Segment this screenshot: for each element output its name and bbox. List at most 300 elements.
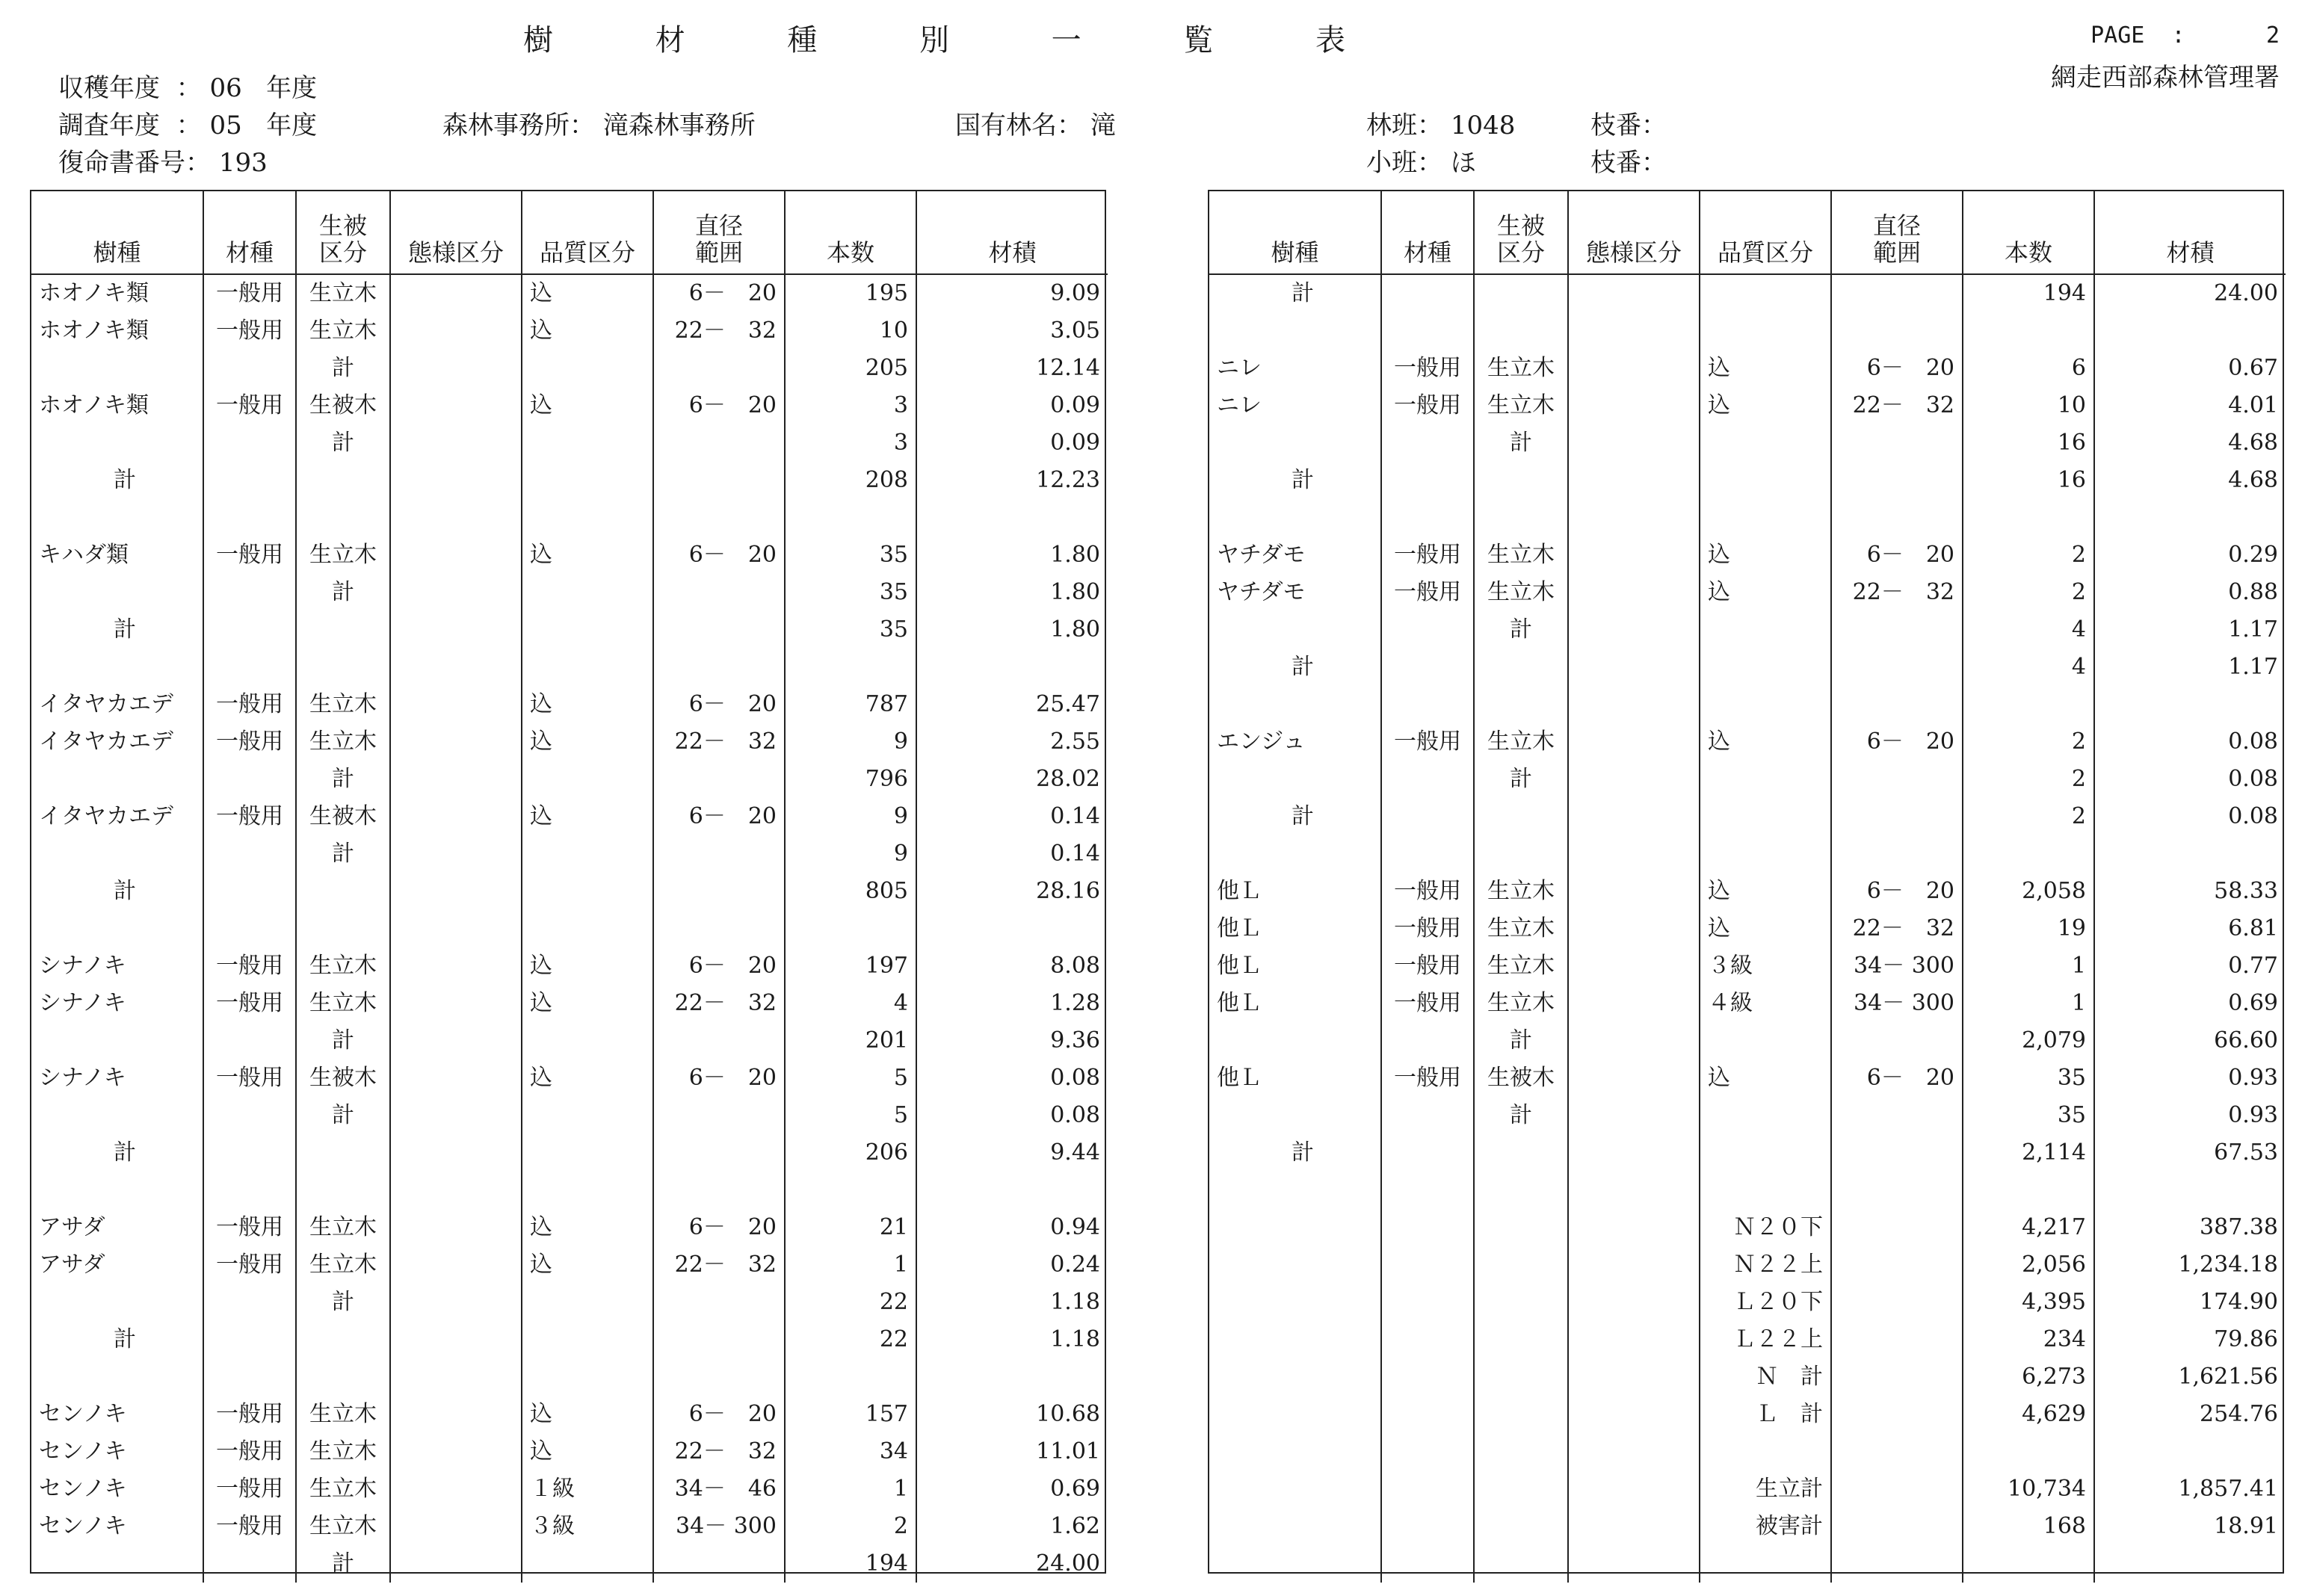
manner-cell (1568, 424, 1700, 462)
quality-cell (522, 910, 653, 947)
species-cell: 計 (1292, 280, 1314, 306)
diameter-cell (1831, 1358, 1963, 1396)
quality-cell: 込 (522, 387, 653, 424)
table-row (1209, 274, 2286, 312)
count-cell: 4 (1963, 611, 2094, 649)
column-header: 材種 (203, 191, 296, 274)
count-cell (785, 649, 916, 686)
material-cell (203, 1358, 296, 1396)
class-cell: 生被木 (296, 798, 390, 835)
count-cell: 35 (785, 574, 916, 611)
count-cell: 35 (1963, 1060, 2094, 1097)
count-cell: 4 (1963, 649, 2094, 686)
count-cell: 2 (1963, 723, 2094, 761)
material-cell (1381, 1358, 1474, 1396)
manner-cell (1568, 649, 1700, 686)
species-cell (1209, 761, 1381, 798)
table-row (31, 947, 1108, 985)
species-cell: ホオノキ類 (39, 318, 149, 344)
quality-cell (1700, 274, 1831, 312)
column-header: 材積 (916, 191, 1108, 274)
material-cell (1381, 312, 1474, 350)
species-cell (1209, 1396, 1381, 1433)
manner-cell (390, 274, 522, 312)
manner-cell (1568, 1321, 1700, 1358)
class-cell: 計 (296, 574, 390, 611)
volume-cell: 1,857.41 (2094, 1470, 2286, 1508)
count-cell: 234 (1963, 1321, 2094, 1358)
quality-cell (522, 1321, 653, 1358)
species-cell (31, 1172, 203, 1209)
count-cell: 4 (785, 985, 916, 1022)
count-cell: 1 (785, 1246, 916, 1284)
material-cell (1381, 462, 1474, 499)
quality-cell (522, 1172, 653, 1209)
manner-cell (1568, 1470, 1700, 1508)
species-cell: アサダ (39, 1252, 105, 1278)
quality-cell (1700, 462, 1831, 499)
material-cell (1381, 1545, 1474, 1583)
quality-cell: 込 (1700, 350, 1831, 387)
table-row (31, 1508, 1108, 1545)
manner-cell (390, 1246, 522, 1284)
quality-cell (522, 611, 653, 649)
column-header: 直径 範囲 (1831, 191, 1963, 274)
species-cell: 他Ｌ (1217, 953, 1262, 979)
material-cell (203, 1545, 296, 1583)
quality-cell (1700, 686, 1831, 723)
table-row (1209, 985, 2286, 1022)
count-cell (1963, 1433, 2094, 1470)
manner-cell (1568, 1209, 1700, 1246)
material-cell (1381, 798, 1474, 835)
manner-cell (1568, 274, 1700, 312)
count-cell: 35 (1963, 1097, 2094, 1134)
material-cell (1381, 649, 1474, 686)
volume-cell (2094, 835, 2286, 873)
manner-cell (390, 611, 522, 649)
manner-cell (390, 1545, 522, 1583)
quality-cell (1700, 1134, 1831, 1172)
column-header: 本数 (785, 191, 916, 274)
count-cell: 6 (1963, 350, 2094, 387)
species-cell (1209, 835, 1381, 873)
class-cell (1474, 1358, 1568, 1396)
manner-cell (1568, 1246, 1700, 1284)
volume-cell: 0.08 (2094, 798, 2286, 835)
volume-cell: 24.00 (2094, 274, 2286, 312)
class-cell (1474, 1396, 1568, 1433)
count-cell: 5 (785, 1097, 916, 1134)
diameter-cell (653, 611, 785, 649)
manner-cell (390, 1060, 522, 1097)
table-row (1209, 723, 2286, 761)
quality-cell (1700, 1022, 1831, 1060)
table-row (1209, 686, 2286, 723)
class-cell: 生立木 (1474, 873, 1568, 910)
table-row (1209, 910, 2286, 947)
quality-cell: 込 (522, 274, 653, 312)
quality-cell: 込 (522, 1396, 653, 1433)
class-cell (1474, 462, 1568, 499)
manner-cell (390, 798, 522, 835)
table-row (31, 1545, 1108, 1583)
diameter-cell: 6－ 20 (653, 686, 785, 723)
diameter-cell (1831, 1508, 1963, 1545)
quality-cell (522, 1358, 653, 1396)
volume-cell: 11.01 (916, 1433, 1108, 1470)
class-cell (1474, 499, 1568, 536)
table-row (31, 873, 1108, 910)
count-cell: 4,395 (1963, 1284, 2094, 1321)
class-cell (296, 611, 390, 649)
class-cell: 計 (1474, 761, 1568, 798)
class-cell: 生立木 (1474, 947, 1568, 985)
count-cell (1963, 1172, 2094, 1209)
table-row (1209, 574, 2286, 611)
quality-cell (1700, 1172, 1831, 1209)
manner-cell (1568, 910, 1700, 947)
diameter-cell: 6－ 20 (653, 1060, 785, 1097)
material-cell: 一般用 (1381, 910, 1474, 947)
manner-cell (1568, 761, 1700, 798)
volume-cell: 28.02 (916, 761, 1108, 798)
count-cell: 201 (785, 1022, 916, 1060)
quality-cell: ３級 (1700, 947, 1831, 985)
table-row (1209, 1284, 2286, 1321)
manner-cell (1568, 798, 1700, 835)
survey-year: 調査年度 ： 05 年度 (58, 111, 318, 140)
species-cell (1209, 1508, 1381, 1545)
table-row (31, 424, 1108, 462)
diameter-cell (653, 910, 785, 947)
class-cell: 生立木 (296, 947, 390, 985)
material-cell (1381, 1470, 1474, 1508)
material-cell: 一般用 (203, 312, 296, 350)
volume-cell (916, 649, 1108, 686)
diameter-cell: 6－ 20 (1831, 723, 1963, 761)
table-row (1209, 1358, 2286, 1396)
table-row (31, 985, 1108, 1022)
material-cell: 一般用 (203, 1246, 296, 1284)
volume-cell: 0.14 (916, 798, 1108, 835)
manner-cell (1568, 1134, 1700, 1172)
count-cell (785, 910, 916, 947)
manner-cell (1568, 985, 1700, 1022)
class-cell: 計 (1474, 1097, 1568, 1134)
count-cell: 208 (785, 462, 916, 499)
manner-cell (390, 312, 522, 350)
table-row (31, 686, 1108, 723)
table-row (31, 1321, 1108, 1358)
diameter-cell: 6－ 20 (653, 387, 785, 424)
volume-cell: 174.90 (2094, 1284, 2286, 1321)
material-cell: 一般用 (203, 1209, 296, 1246)
volume-cell: 18.91 (2094, 1508, 2286, 1545)
count-cell: 35 (785, 536, 916, 574)
species-cell: 計 (114, 1326, 136, 1352)
count-cell: 194 (785, 1545, 916, 1583)
table-row (31, 761, 1108, 798)
count-cell: 10 (1963, 387, 2094, 424)
material-cell (1381, 1396, 1474, 1433)
column-header: 材種 (1381, 191, 1474, 274)
class-cell: 計 (296, 761, 390, 798)
species-cell (1209, 1097, 1381, 1134)
species-cell (31, 761, 203, 798)
quality-cell (522, 1134, 653, 1172)
diameter-cell (1831, 424, 1963, 462)
material-cell (1381, 1209, 1474, 1246)
column-header: 態様区分 (390, 191, 522, 274)
quality-cell (522, 574, 653, 611)
manner-cell (1568, 1097, 1700, 1134)
count-cell: 10 (785, 312, 916, 350)
table-row (1209, 1508, 2286, 1545)
species-cell: シナノキ (39, 990, 126, 1016)
table-row (31, 649, 1108, 686)
material-cell: 一般用 (203, 947, 296, 985)
branch-number-1: 枝番： (1590, 111, 1675, 140)
table-row (1209, 761, 2286, 798)
diameter-cell: 6－ 20 (653, 1396, 785, 1433)
quality-cell: Ｌ 計 (1700, 1396, 1831, 1433)
material-cell (203, 1134, 296, 1172)
quality-cell (1700, 611, 1831, 649)
count-cell: 2,079 (1963, 1022, 2094, 1060)
class-cell (1474, 312, 1568, 350)
column-header: 樹種 (1209, 191, 1381, 274)
count-cell (1963, 312, 2094, 350)
class-cell (296, 1134, 390, 1172)
table-row (1209, 611, 2286, 649)
table-row (31, 798, 1108, 835)
table-row (1209, 1209, 2286, 1246)
count-cell: 206 (785, 1134, 916, 1172)
volume-cell: 66.60 (2094, 1022, 2286, 1060)
table-row (1209, 1470, 2286, 1508)
count-cell (1963, 686, 2094, 723)
volume-cell: 0.14 (916, 835, 1108, 873)
species-cell: イタヤカエデ (39, 691, 173, 717)
species-cell: 計 (114, 616, 136, 643)
species-cell: 計 (114, 878, 136, 904)
quality-cell (522, 835, 653, 873)
species-cell: 計 (1292, 654, 1314, 680)
count-cell: 787 (785, 686, 916, 723)
count-cell: 3 (785, 424, 916, 462)
table-row (31, 835, 1108, 873)
species-cell (1209, 611, 1381, 649)
class-cell: 生被木 (296, 1060, 390, 1097)
table-row (1209, 1060, 2286, 1097)
class-cell: 生立木 (296, 1470, 390, 1508)
quality-cell (1700, 761, 1831, 798)
quality-cell: 込 (1700, 910, 1831, 947)
species-cell: 他Ｌ (1217, 878, 1262, 904)
manner-cell (390, 1284, 522, 1321)
material-cell (1381, 1172, 1474, 1209)
diameter-cell (1831, 1396, 1963, 1433)
diameter-cell: 6－ 20 (1831, 873, 1963, 910)
table-row (31, 312, 1108, 350)
material-cell (203, 611, 296, 649)
class-cell (1474, 1433, 1568, 1470)
diameter-cell: 6－ 20 (653, 536, 785, 574)
class-cell (296, 873, 390, 910)
species-cell (31, 574, 203, 611)
diameter-cell (653, 1097, 785, 1134)
class-cell (1474, 798, 1568, 835)
column-header: 樹種 (31, 191, 203, 274)
volume-cell: 1.18 (916, 1284, 1108, 1321)
diameter-cell: 22－ 32 (1831, 387, 1963, 424)
quality-cell: Ｎ２０下 (1700, 1209, 1831, 1246)
volume-cell: 4.68 (2094, 462, 2286, 499)
species-cell: 他Ｌ (1217, 1065, 1262, 1091)
quality-cell (1700, 1097, 1831, 1134)
diameter-cell (1831, 1097, 1963, 1134)
quality-cell: Ｎ 計 (1700, 1358, 1831, 1396)
count-cell: 4,629 (1963, 1396, 2094, 1433)
class-cell: 生立木 (1474, 536, 1568, 574)
material-cell (203, 1097, 296, 1134)
table-row (1209, 312, 2286, 350)
volume-cell (2094, 312, 2286, 350)
quality-cell: ４級 (1700, 985, 1831, 1022)
volume-cell (916, 910, 1108, 947)
manner-cell (390, 873, 522, 910)
manner-cell (390, 462, 522, 499)
species-cell: ヤチダモ (1217, 579, 1306, 605)
volume-cell: 1.28 (916, 985, 1108, 1022)
volume-cell: 9.44 (916, 1134, 1108, 1172)
table-row (1209, 798, 2286, 835)
class-cell (1474, 1209, 1568, 1246)
species-cell (1209, 1284, 1381, 1321)
volume-cell: 0.09 (916, 387, 1108, 424)
class-cell: 生立木 (296, 1209, 390, 1246)
material-cell: 一般用 (203, 387, 296, 424)
quality-cell (1700, 499, 1831, 536)
class-cell: 生立木 (296, 723, 390, 761)
quality-cell (522, 1284, 653, 1321)
material-cell (1381, 1134, 1474, 1172)
species-cell (1209, 1545, 1381, 1583)
species-cell: 他Ｌ (1217, 915, 1262, 941)
manner-cell (390, 387, 522, 424)
count-cell: 2,056 (1963, 1246, 2094, 1284)
species-cell: センノキ (39, 1513, 127, 1539)
material-cell (203, 835, 296, 873)
species-cell (31, 424, 203, 462)
table-row (31, 387, 1108, 424)
quality-cell: 込 (522, 1433, 653, 1470)
material-cell: 一般用 (1381, 536, 1474, 574)
species-cell: 計 (114, 1139, 136, 1166)
manner-cell (390, 536, 522, 574)
class-cell (1474, 274, 1568, 312)
quality-cell: 込 (522, 1246, 653, 1284)
class-cell: 生立木 (1474, 387, 1568, 424)
manner-cell (390, 910, 522, 947)
forest-office: 森林事務所： 滝森林事務所 (442, 111, 756, 140)
material-cell (1381, 835, 1474, 873)
table-row (31, 574, 1108, 611)
table-row (1209, 350, 2286, 387)
class-cell: 生立木 (296, 686, 390, 723)
diameter-cell: 34－ 300 (1831, 947, 1963, 985)
volume-cell: 0.94 (916, 1209, 1108, 1246)
quality-cell (1700, 1545, 1831, 1583)
volume-cell: 0.09 (916, 424, 1108, 462)
quality-cell (522, 499, 653, 536)
quality-cell (1700, 312, 1831, 350)
manner-cell (390, 1134, 522, 1172)
species-cell (1209, 1470, 1381, 1508)
volume-cell: 0.69 (2094, 985, 2286, 1022)
diameter-cell: 6－ 20 (1831, 350, 1963, 387)
volume-cell: 1.80 (916, 611, 1108, 649)
volume-cell: 1.80 (916, 536, 1108, 574)
table-row (1209, 387, 2286, 424)
count-cell: 10,734 (1963, 1470, 2094, 1508)
material-cell (1381, 611, 1474, 649)
count-cell: 2 (785, 1508, 916, 1545)
material-cell (1381, 274, 1474, 312)
title-char: 樹 (523, 23, 553, 58)
class-cell: 計 (1474, 424, 1568, 462)
table-row (31, 1022, 1108, 1060)
volume-cell (2094, 1172, 2286, 1209)
table-row (1209, 424, 2286, 462)
quality-cell: 込 (522, 536, 653, 574)
count-cell: 9 (785, 835, 916, 873)
diameter-cell: 6－ 20 (1831, 536, 1963, 574)
species-cell: イタヤカエデ (39, 803, 173, 829)
diameter-cell (1831, 1321, 1963, 1358)
class-cell: 生立木 (296, 1246, 390, 1284)
material-cell (203, 1284, 296, 1321)
diameter-cell (653, 1321, 785, 1358)
diameter-cell (653, 649, 785, 686)
left-table (30, 190, 1106, 1577)
count-cell: 805 (785, 873, 916, 910)
species-cell: 他Ｌ (1217, 990, 1262, 1016)
quality-cell (1700, 835, 1831, 873)
diameter-cell: 6－ 20 (653, 1209, 785, 1246)
volume-cell: 1,621.56 (2094, 1358, 2286, 1396)
material-cell: 一般用 (203, 1508, 296, 1545)
count-cell: 5 (785, 1060, 916, 1097)
count-cell: 205 (785, 350, 916, 387)
species-cell: シナノキ (39, 953, 126, 979)
column-header: 態様区分 (1568, 191, 1700, 274)
count-cell: 6,273 (1963, 1358, 2094, 1396)
table-row (1209, 947, 2286, 985)
class-cell (1474, 1172, 1568, 1209)
quality-cell (522, 462, 653, 499)
manner-cell (1568, 873, 1700, 910)
class-cell: 計 (296, 1545, 390, 1583)
subcompartment: 小班： ほ (1366, 148, 1476, 178)
table-row (1209, 873, 2286, 910)
volume-cell: 12.23 (916, 462, 1108, 499)
volume-cell: 79.86 (2094, 1321, 2286, 1358)
diameter-cell (653, 350, 785, 387)
title-char: 表 (1315, 23, 1345, 58)
material-cell (203, 1022, 296, 1060)
